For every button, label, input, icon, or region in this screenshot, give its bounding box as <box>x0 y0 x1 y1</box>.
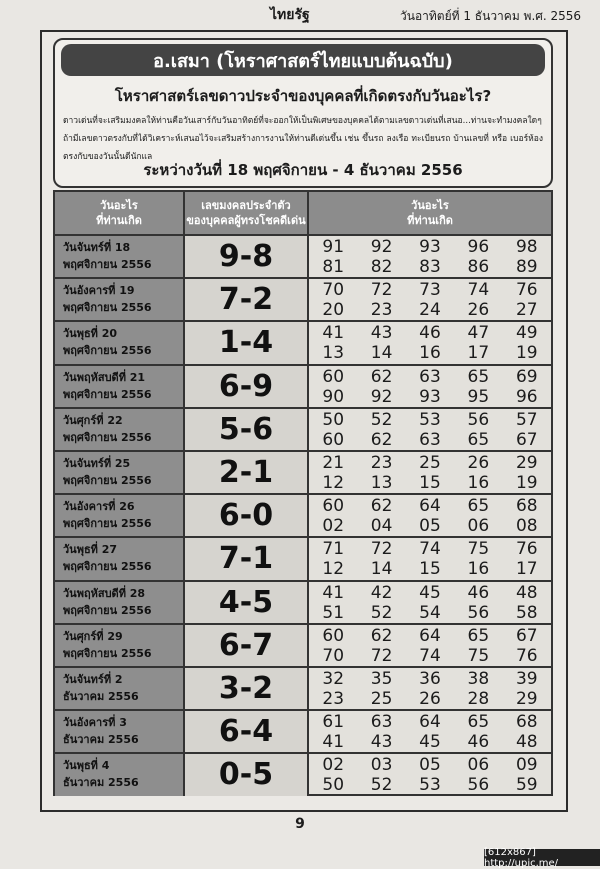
birth-day-cell <box>55 754 185 795</box>
number-set-cell <box>309 582 551 623</box>
birth-day-cell <box>55 322 185 363</box>
number-line <box>309 583 551 603</box>
number-value: 35 <box>370 669 393 689</box>
number-value: 81 <box>322 257 345 277</box>
number-value: 59 <box>515 775 538 796</box>
number-value: 67 <box>515 625 538 646</box>
number-set-cell <box>309 668 551 709</box>
number-line <box>309 712 551 732</box>
number-value: 51 <box>322 602 345 623</box>
number-value: 93 <box>419 237 441 257</box>
table-row <box>55 493 551 536</box>
number-line <box>309 539 551 559</box>
number-value: 50 <box>322 775 345 796</box>
number-line <box>309 323 551 343</box>
number-value: 82 <box>370 257 393 277</box>
number-value: 32 <box>322 669 345 689</box>
lucky-number-cell: 6-4 <box>185 711 309 752</box>
header-box <box>53 38 553 188</box>
table-row <box>55 407 551 450</box>
number-value: 76 <box>515 645 538 666</box>
number-value: 47 <box>467 323 490 344</box>
number-value: 48 <box>515 582 538 603</box>
column-subtitle: โหราศาสตร์เลขดาวประจำของบุคคลที่เกิดตรงกับวันอะไร? <box>114 87 492 105</box>
number-value: 56 <box>467 409 490 430</box>
number-line <box>309 237 551 257</box>
number-value: 62 <box>370 429 393 450</box>
number-value: 06 <box>467 516 490 537</box>
number-line <box>309 559 551 579</box>
day-label: วันพุธที่ 4 <box>63 759 110 773</box>
number-value: 63 <box>419 366 441 387</box>
number-value: 29 <box>515 453 538 473</box>
day-label: วันพุธที่ 27 <box>63 543 118 557</box>
number-value: 86 <box>467 257 490 277</box>
number-value: 70 <box>322 280 345 301</box>
number-value: 13 <box>322 343 345 364</box>
number-value: 52 <box>370 602 393 623</box>
number-value: 89 <box>515 257 538 277</box>
number-value: 65 <box>467 429 490 450</box>
number-value: 60 <box>322 496 345 517</box>
column-title: อ.เสมา (โหราศาสตร์ไทยแบบต้นฉบับ) <box>61 44 545 76</box>
table-row <box>55 580 551 623</box>
number-value: 93 <box>419 386 441 407</box>
table-row <box>55 277 551 320</box>
number-value: 65 <box>467 496 490 517</box>
number-line <box>309 775 551 795</box>
table-row <box>55 536 551 579</box>
number-value: 36 <box>419 669 441 689</box>
number-value: 56 <box>467 775 490 796</box>
number-value: 52 <box>370 775 393 796</box>
header-lucky-number <box>185 192 309 234</box>
masthead <box>0 0 600 28</box>
number-value: 50 <box>322 409 345 430</box>
number-value: 23 <box>370 300 393 321</box>
number-line <box>309 626 551 646</box>
number-value: 09 <box>515 755 538 776</box>
number-value: 65 <box>467 366 490 387</box>
number-value: 74 <box>419 645 441 666</box>
number-value: 23 <box>370 453 393 473</box>
birth-day-cell <box>55 366 185 407</box>
birth-day-cell <box>55 409 185 450</box>
number-line <box>309 669 551 689</box>
birth-day-cell <box>55 668 185 709</box>
table-row <box>55 364 551 407</box>
birth-day-cell <box>55 279 185 320</box>
number-value: 03 <box>370 755 393 776</box>
number-line <box>309 257 551 277</box>
date-label: พฤศจิกายน 2556 <box>63 517 152 531</box>
number-value: 57 <box>515 409 538 430</box>
number-set-cell <box>309 366 551 407</box>
number-value: 24 <box>419 300 441 321</box>
number-line <box>309 496 551 516</box>
number-value: 38 <box>467 669 490 689</box>
table-row <box>55 320 551 363</box>
number-value: 76 <box>515 280 538 301</box>
header-number-set <box>309 192 551 234</box>
date-label: พฤศจิกายน 2556 <box>63 560 152 574</box>
number-line <box>309 367 551 387</box>
number-value: 29 <box>515 689 538 709</box>
number-value: 98 <box>515 237 538 257</box>
day-label: วันพฤหัสบดีที่ 28 <box>63 586 146 600</box>
number-value: 08 <box>515 516 538 537</box>
number-value: 96 <box>515 386 538 407</box>
number-value: 42 <box>370 582 393 603</box>
newspaper-logo: ไทยรัฐ <box>270 7 310 23</box>
lucky-number-cell: 5-6 <box>185 409 309 450</box>
number-value: 46 <box>467 732 490 753</box>
number-value: 68 <box>515 496 538 517</box>
date-label: พฤศจิกายน 2556 <box>63 603 152 617</box>
table-row <box>55 752 551 795</box>
number-value: 41 <box>322 732 345 753</box>
day-label: วันจันทร์ที่ 18 <box>63 241 131 254</box>
birth-day-cell <box>55 711 185 752</box>
number-value: 90 <box>322 386 345 407</box>
number-line <box>309 473 551 493</box>
header-birth-day-line2: ที่ท่านเกิด <box>96 214 142 227</box>
number-value: 46 <box>467 582 490 603</box>
number-value: 39 <box>515 669 538 689</box>
header-birth-day-line1: วันอะไร <box>100 199 138 212</box>
number-value: 05 <box>419 516 441 537</box>
number-line <box>309 387 551 407</box>
number-value: 76 <box>515 539 538 560</box>
number-value: 26 <box>467 453 490 473</box>
lucky-number-cell: 7-2 <box>185 279 309 320</box>
number-value: 16 <box>467 559 490 580</box>
number-value: 62 <box>370 625 393 646</box>
number-value: 53 <box>419 409 441 430</box>
number-line <box>309 603 551 623</box>
number-line <box>309 410 551 430</box>
number-value: 63 <box>370 712 393 733</box>
number-value: 15 <box>419 473 441 493</box>
lucky-number-cell: 7-1 <box>185 538 309 579</box>
number-value: 58 <box>515 602 538 623</box>
day-label: วันจันทร์ที่ 25 <box>63 457 131 470</box>
number-value: 62 <box>370 496 393 517</box>
issue-date: วันอาทิตย์ที่ 1 ธันวาคม พ.ศ. 2556 <box>400 9 582 23</box>
birth-day-cell <box>55 236 185 277</box>
date-label: พฤศจิกายน 2556 <box>63 301 152 315</box>
number-value: 64 <box>419 712 441 733</box>
number-value: 21 <box>322 453 345 473</box>
birth-day-cell <box>55 582 185 623</box>
number-line <box>309 300 551 320</box>
number-value: 43 <box>370 323 393 344</box>
number-line <box>309 732 551 752</box>
number-line <box>309 280 551 300</box>
number-value: 41 <box>322 323 345 344</box>
day-label: วันศุกร์ที่ 29 <box>63 629 123 643</box>
table-row <box>55 666 551 709</box>
date-label: พฤศจิกายน 2556 <box>63 344 152 358</box>
number-value: 28 <box>467 689 490 709</box>
number-value: 16 <box>419 343 441 364</box>
number-value: 25 <box>370 689 393 709</box>
number-value: 12 <box>322 559 345 580</box>
date-period: ระหว่างวันที่ 18 พฤศจิกายน - 4 ธันวาคม 2556 <box>143 161 463 179</box>
table-row <box>55 709 551 752</box>
number-value: 53 <box>419 775 441 796</box>
lucky-number-cell: 2-1 <box>185 452 309 493</box>
number-value: 15 <box>419 559 441 580</box>
number-value: 23 <box>322 689 345 709</box>
number-value: 71 <box>322 539 345 560</box>
lucky-number-cell: 1-4 <box>185 322 309 363</box>
number-value: 72 <box>370 645 393 666</box>
number-set-cell <box>309 236 551 277</box>
lucky-number-cell: 6-0 <box>185 495 309 536</box>
number-set-cell <box>309 754 551 795</box>
number-value: 05 <box>419 755 441 776</box>
number-value: 26 <box>467 300 490 321</box>
day-label: วันอังคารที่ 3 <box>63 716 127 730</box>
number-value: 17 <box>515 559 538 580</box>
header-birth-day <box>55 192 185 234</box>
number-value: 73 <box>419 280 441 301</box>
number-value: 65 <box>467 712 490 733</box>
number-value: 74 <box>467 280 490 301</box>
number-value: 75 <box>467 645 490 666</box>
header-number-set-line2: ที่ท่านเกิด <box>407 214 453 227</box>
lucky-number-cell: 6-9 <box>185 366 309 407</box>
number-value: 64 <box>419 625 441 646</box>
number-value: 45 <box>419 582 441 603</box>
number-value: 49 <box>515 323 538 344</box>
table-row <box>55 450 551 493</box>
number-value: 83 <box>419 257 441 277</box>
number-set-cell <box>309 538 551 579</box>
number-set-cell <box>309 452 551 493</box>
lucky-number-cell: 6-7 <box>185 625 309 666</box>
lucky-number-cell: 4-5 <box>185 582 309 623</box>
number-value: 46 <box>419 323 441 344</box>
number-value: 69 <box>515 366 538 387</box>
number-line <box>309 755 551 775</box>
number-value: 70 <box>322 645 345 666</box>
date-label: พฤศจิกายน 2556 <box>63 430 152 444</box>
number-value: 19 <box>515 343 538 364</box>
date-label: พฤศจิกายน 2556 <box>63 474 152 487</box>
number-value: 56 <box>467 602 490 623</box>
number-value: 41 <box>322 582 345 603</box>
number-line <box>309 646 551 666</box>
number-value: 16 <box>467 473 490 493</box>
birth-day-cell <box>55 452 185 493</box>
birth-day-cell <box>55 495 185 536</box>
number-value: 61 <box>322 712 345 733</box>
number-line <box>309 516 551 536</box>
date-label: พฤศจิกายน 2556 <box>63 258 152 271</box>
number-value: 14 <box>370 559 393 580</box>
number-value: 43 <box>370 732 393 753</box>
number-value: 27 <box>515 300 538 321</box>
number-value: 60 <box>322 429 345 450</box>
column-description: ดาวเด่นที่จะเสริมมงคลให้ท่านคือวันเสาร์กับวันอาทิตย์ที่จะออกให้เป็นพิเศษของบุคคลได้ตามเลขดาวเด่นที่เสนอ...ท่านจะทำมงคลใดๆ ถ้ามีเลขดาวตรงกับที่ได้วิเคราะห์เสนอไว้จะเสริมสร้างการงานให้ท่านดีเด่นขึ้น เช่น ขึ้นรถ ลงเรือ ทะเบียนรถ บ้านเลขที่ หรือ เบอร์ห้องตรงกับของวันนั้นดีนักแล <box>63 116 543 162</box>
watermark: [612x867] http://upic.me/ <box>484 849 600 866</box>
date-label: พฤศจิกายน 2556 <box>63 387 152 401</box>
number-value: 92 <box>370 386 393 407</box>
number-value: 52 <box>370 409 393 430</box>
number-value: 02 <box>322 516 345 537</box>
number-value: 06 <box>467 755 490 776</box>
number-value: 67 <box>515 429 538 450</box>
number-value: 65 <box>467 625 490 646</box>
number-line <box>309 689 551 709</box>
number-line <box>309 343 551 363</box>
date-label: ธันวาคม 2556 <box>63 690 139 703</box>
number-set-cell <box>309 495 551 536</box>
number-value: 72 <box>370 539 393 560</box>
date-label: พฤศจิกายน 2556 <box>63 646 152 660</box>
number-set-cell <box>309 409 551 450</box>
number-line <box>309 453 551 473</box>
number-value: 63 <box>419 429 441 450</box>
lucky-number-cell: 0-5 <box>185 754 309 795</box>
table-row <box>55 234 551 277</box>
number-set-cell <box>309 711 551 752</box>
lucky-number-table <box>53 190 553 796</box>
table-row <box>55 623 551 666</box>
number-value: 04 <box>370 516 393 537</box>
number-value: 12 <box>322 473 345 493</box>
day-label: วันอังคารที่ 19 <box>63 284 135 298</box>
date-label: ธันวาคม 2556 <box>63 776 139 790</box>
number-value: 60 <box>322 366 345 387</box>
number-value: 45 <box>419 732 441 753</box>
number-set-cell <box>309 279 551 320</box>
number-value: 48 <box>515 732 538 753</box>
number-line <box>309 430 551 450</box>
number-value: 26 <box>419 689 441 709</box>
number-value: 68 <box>515 712 538 733</box>
header-lucky-number-line1: เลขมงคลประจำตัว <box>201 199 291 212</box>
header-number-set-line1: วันอะไร <box>411 199 449 212</box>
birth-day-cell <box>55 538 185 579</box>
day-label: วันพุธที่ 20 <box>63 327 118 341</box>
number-value: 17 <box>467 343 490 364</box>
number-value: 60 <box>322 625 345 646</box>
page-number: 9 <box>295 816 305 832</box>
number-value: 54 <box>419 602 441 623</box>
day-label: วันอังคารที่ 26 <box>63 500 135 514</box>
number-value: 72 <box>370 280 393 301</box>
number-value: 95 <box>467 386 490 407</box>
number-value: 20 <box>322 300 345 321</box>
number-value: 62 <box>370 366 393 387</box>
number-value: 13 <box>370 473 393 493</box>
lucky-number-cell: 9-8 <box>185 236 309 277</box>
header-lucky-number-line2: ของบุคคลผู้ทรงโชคดีเด่น <box>186 214 306 227</box>
number-value: 96 <box>467 237 490 257</box>
number-value: 02 <box>322 755 345 776</box>
number-value: 75 <box>467 539 490 560</box>
date-label: ธันวาคม 2556 <box>63 733 139 747</box>
number-value: 74 <box>419 539 441 560</box>
number-value: 64 <box>419 496 441 517</box>
birth-day-cell <box>55 625 185 666</box>
day-label: วันจันทร์ที่ 2 <box>63 673 123 686</box>
number-value: 91 <box>322 237 345 257</box>
number-set-cell <box>309 322 551 363</box>
number-value: 14 <box>370 343 393 364</box>
number-value: 92 <box>370 237 393 257</box>
day-label: วันศุกร์ที่ 22 <box>63 413 123 427</box>
number-set-cell <box>309 625 551 666</box>
day-label: วันพฤหัสบดีที่ 21 <box>63 370 146 384</box>
number-value: 25 <box>419 453 441 473</box>
lucky-number-cell: 3-2 <box>185 668 309 709</box>
number-value: 19 <box>515 473 538 493</box>
